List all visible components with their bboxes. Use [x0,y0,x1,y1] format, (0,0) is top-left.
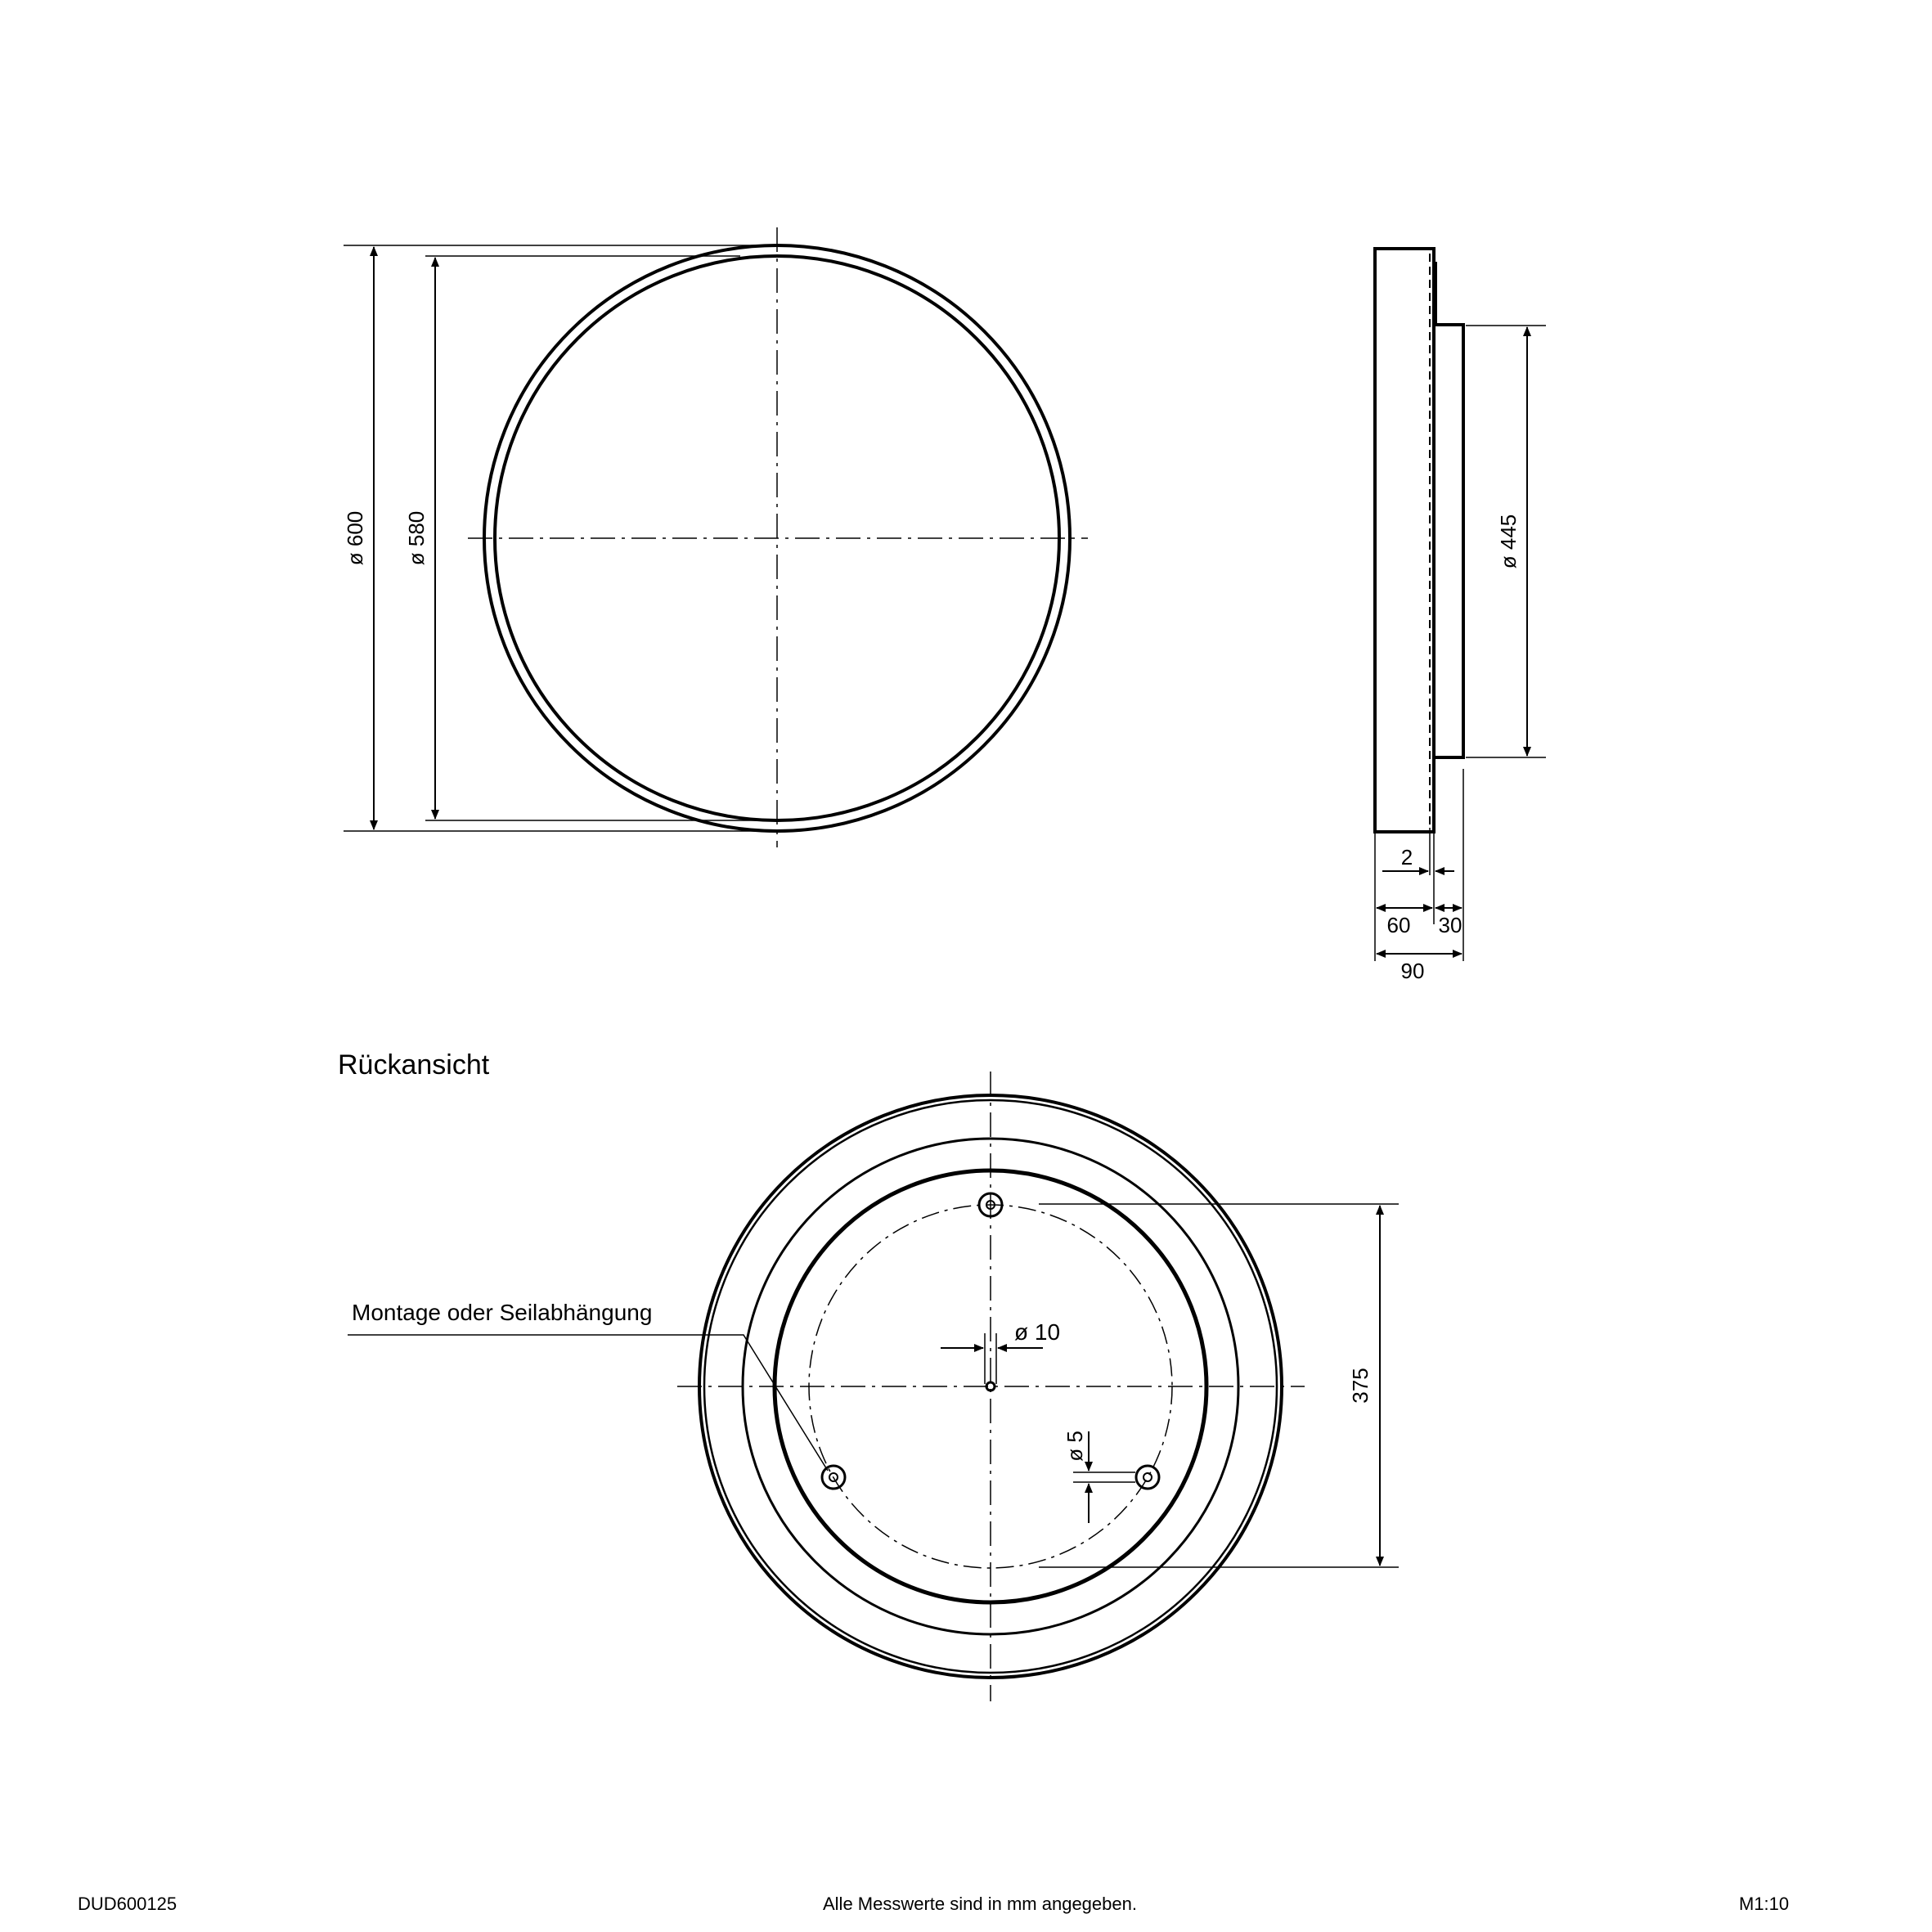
dim-label-gap: 2 [1400,845,1413,869]
mounting-hole-right [1136,1466,1159,1489]
side-body [1375,249,1434,832]
dim-label-mount-depth: 30 [1438,913,1462,937]
dim-label-center-hole: ø 10 [1014,1319,1061,1345]
center-hole [986,1382,995,1391]
dim-label-outer: ø 600 [343,510,367,566]
front-view [343,227,1088,847]
dim-label-mount-diameter: ø 445 [1496,514,1521,569]
article-number: DUD600125 [78,1894,177,1914]
rear-view [338,1049,1399,1701]
mounting-leader-line [348,1335,828,1471]
measurement-note: Alle Messwerte sind in mm angegeben. [823,1894,1137,1914]
rear-outer-circle [699,1095,1282,1678]
dim-label-body: 60 [1386,913,1411,937]
side-view [1375,249,1546,983]
dim-label-hole-spacing: 375 [1348,1368,1373,1404]
dim-label-inner: ø 580 [404,510,429,566]
side-mount-plate [1434,325,1463,757]
mounting-hole-right-inner [1143,1473,1152,1481]
scale-label: M1:10 [1739,1894,1790,1914]
rear-view-title: Rückansicht [338,1049,490,1081]
dim-label-small-hole: ø 5 [1063,1431,1087,1462]
mounting-label: Montage oder Seilabhängung [352,1300,653,1325]
dim-label-total-depth: 90 [1400,959,1425,983]
